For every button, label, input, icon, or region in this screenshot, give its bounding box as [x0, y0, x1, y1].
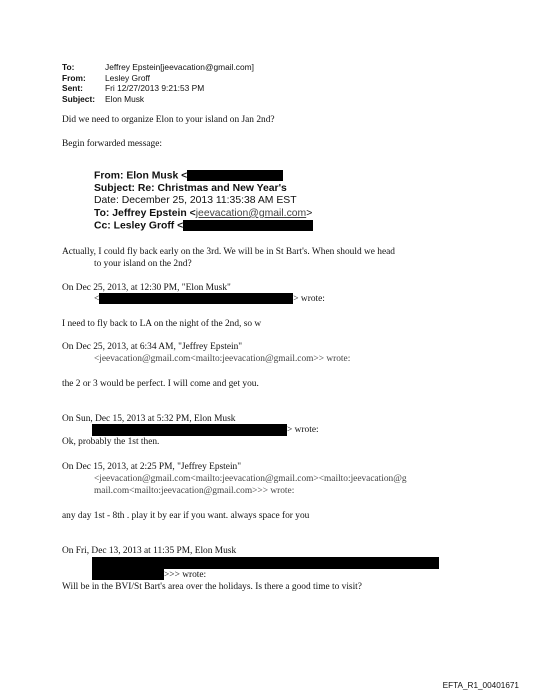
fwd-from-row — [94, 170, 313, 183]
quote-4-text: any day 1st - 8th . play it by ear if you want. always space for you — [62, 511, 310, 521]
email-header — [62, 62, 254, 104]
quote-1-wrote: > wrote: — [293, 294, 325, 304]
to-value: Jeffrey Epstein[jeevacation@gmail.com] — [105, 62, 254, 72]
fwd-to-link[interactable]: jeevacation@gmail.com — [195, 207, 307, 219]
quote-1-header: On Dec 25, 2013, at 12:30 PM, "Elon Musk" — [62, 283, 231, 293]
quote-5-header: On Fri, Dec 13, 2013 at 11:35 PM, Elon Musk — [62, 546, 237, 556]
redaction-bar — [183, 220, 313, 231]
quote-3-wrote: > wrote: — [287, 425, 319, 436]
forwarded-header — [94, 170, 313, 233]
quote-3-header: On Sun, Dec 15, 2013 at 5:32 PM, Elon Musk — [62, 414, 236, 424]
fwd-subject: Subject: Re: Christmas and New Year's — [94, 182, 287, 194]
message-1-line-a: Actually, I could fly back early on the 3rd. We will be in St Bart's. When should we head — [62, 247, 395, 257]
quote-1-text: I need to fly back to LA on the night of the 2nd, so w — [62, 319, 262, 329]
quote-5-address — [92, 569, 206, 581]
quote-2-address: <jeevacation@gmail.com<mailto:jeevacation@gmail.com>> wrote: — [94, 354, 351, 364]
bates-number: EFTA_R1_00401671 — [442, 681, 519, 690]
body-line-1: Did we need to organize Elon to your island on Jan 2nd? — [62, 115, 275, 125]
fwd-cc: Cc: Lesley Groff < — [94, 220, 184, 232]
quote-4-header: On Dec 15, 2013, at 2:25 PM, "Jeffrey Epstein" — [62, 462, 242, 472]
quote-3-text: Ok, probably the 1st then. — [62, 437, 160, 447]
from-value: Lesley Groff — [105, 72, 150, 83]
quote-2-header: On Dec 25, 2013, at 6:34 AM, "Jeffrey Epstein" — [62, 342, 243, 352]
subject-value: Elon Musk — [105, 93, 145, 104]
header-to-row — [62, 62, 254, 73]
fwd-to-row — [94, 208, 313, 221]
quote-4-address-line-2: mail.com<mailto:jeevacation@gmail.com>>> wrote: — [94, 486, 295, 496]
fwd-date: Date: December 25, 2013 11:35:38 AM EST — [94, 195, 297, 207]
redaction-bar — [92, 424, 287, 436]
message-1-line-b: to your island on the 2nd? — [94, 259, 192, 269]
header-sent-row — [62, 83, 254, 94]
fwd-from: From: Elon Musk < — [94, 170, 188, 182]
fwd-cc-row — [94, 220, 313, 233]
subject-label: Subject: — [62, 93, 96, 104]
from-label: From: — [62, 72, 86, 83]
header-from-row — [62, 73, 254, 84]
quote-4-address-line-1: <jeevacation@gmail.com<mailto:jeevacation@gmail.com><mailto:jeevacation@g — [94, 474, 407, 484]
sent-value: Fri 12/27/2013 9:21:53 PM — [105, 83, 205, 93]
redaction-bar — [92, 557, 439, 569]
fwd-to: To: Jeffrey Epstein < — [94, 207, 196, 219]
to-label: To: — [62, 62, 75, 72]
quote-5-text: Will be in the BVI/St Bart's area over the holidays. Is there a good time to visit? — [62, 582, 362, 592]
redaction-bar — [99, 293, 293, 304]
fwd-to-suffix: > — [306, 207, 313, 219]
quote-5-wrote: >>> wrote: — [164, 570, 207, 580]
body-line-2: Begin forwarded message: — [62, 139, 162, 149]
quote-1-open: < — [94, 294, 100, 304]
redaction-bar — [187, 170, 283, 181]
sent-label: Sent: — [62, 83, 83, 93]
quote-2-text: the 2 or 3 would be perfect. I will come and get you. — [62, 379, 259, 389]
quote-1-address — [94, 293, 325, 305]
quote-3-address — [92, 424, 319, 436]
redaction-bar — [92, 569, 164, 580]
header-subject-row — [62, 94, 254, 105]
